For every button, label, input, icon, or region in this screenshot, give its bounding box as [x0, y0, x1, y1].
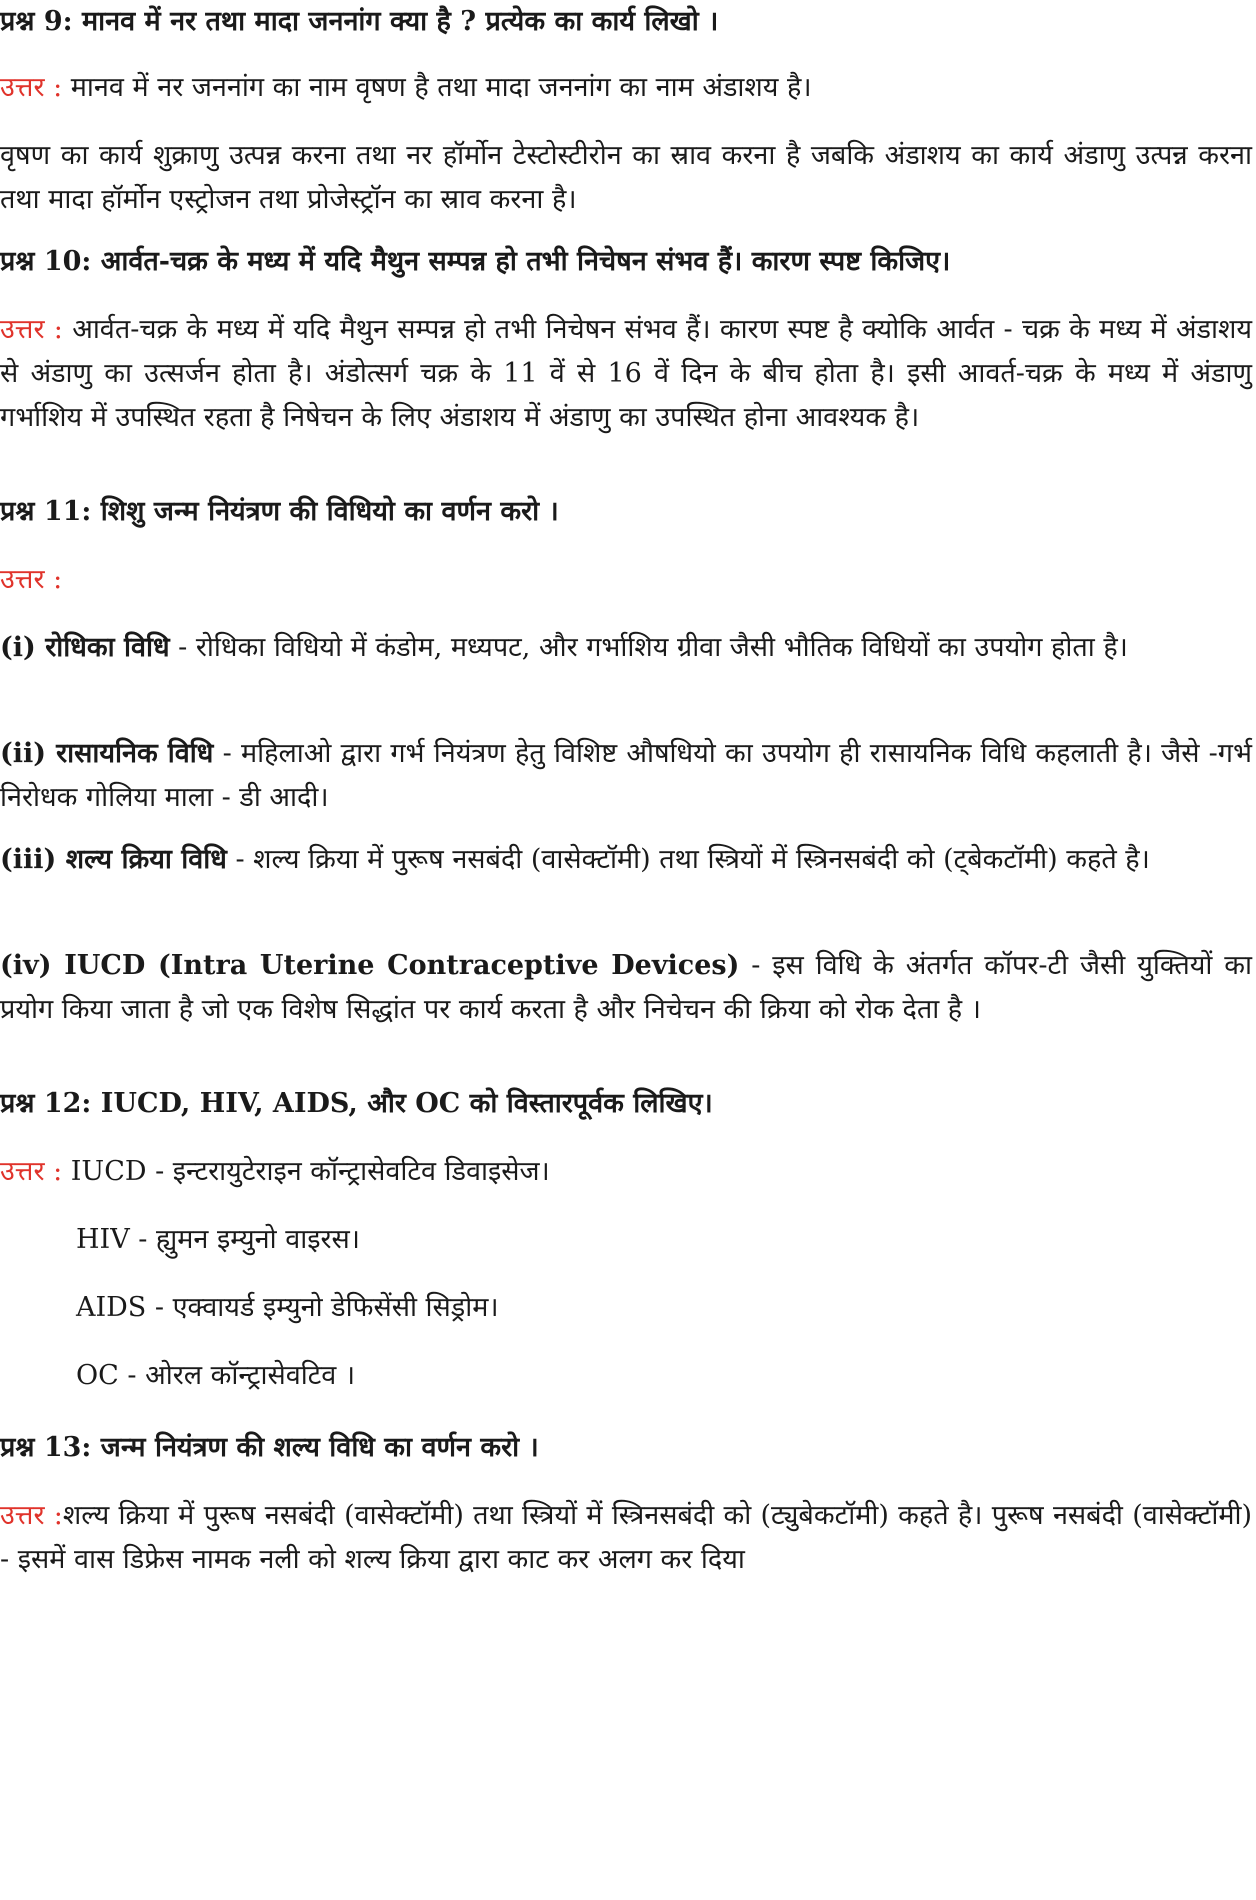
- method-number: (iii): [0, 844, 66, 875]
- answer-13-text: शल्य क्रिया में पुरूष नसबंदी (वासेक्टॉमी) तथा स्त्रियों में स्त्रिनसबंदी को (ट्युबेकटॉमी) कहते है। पुरूष नसबंदी (वासेक्टॉमी) - इसमें वास डिफ्रेस नामक नली को शल्य क्रिया द्वारा काट कर अलग कर दिया: [0, 1500, 1252, 1575]
- method-number: (ii): [0, 738, 57, 769]
- answer-label: उत्तर :: [0, 1156, 63, 1187]
- answer-label: उत्तर :: [0, 564, 63, 595]
- method-text: - महिलाओ द्वारा गर्भ नियंत्रण हेतु विशिष्ट औषधियो का उपयोग ही रासायनिक विधि कहलाती है। जैसे -गर्भ निरोधक गोलिया माला - डी आदी।: [0, 738, 1252, 813]
- answer-9-intro: [0, 66, 1252, 110]
- answer-label: उत्तर :: [0, 1500, 63, 1531]
- question-10: प्रश्न 10: आर्वत-चक्र के मध्य में यदि मैथुन सम्पन्न हो तभी निचेषन संभव हैं। कारण स्पष्ट किजिए।: [0, 246, 951, 277]
- answer-label: उत्तर :: [0, 314, 63, 345]
- method-number: (i): [0, 632, 46, 663]
- question-13: प्रश्न 13: जन्म नियंत्रण की शल्य विधि का वर्णन करो ।: [0, 1432, 539, 1463]
- abbreviation-hiv: HIV - ह्युमन इम्युनो वाइरस।: [76, 1224, 361, 1255]
- answer-label: उत्तर :: [0, 72, 63, 103]
- answer-10: [0, 308, 1252, 440]
- method-number: (iv): [0, 950, 65, 981]
- method-term: रोधिका विधि: [45, 632, 170, 663]
- answer-10-text: आर्वत-चक्र के मध्य में यदि मैथुन सम्पन्न हो तभी निचेषन संभव हैं। कारण स्पष्ट है क्योकि आर्वत - चक्र के मध्य में अंडाशय से अंडाणु का उत्सर्जन होता है। अंडोत्सर्ग चक्र के 11 वें से 16 वें दिन के बीच होता है। इसी आवर्त-चक्र के मध्य में अंडाणु गर्भाशिय में उपस्थित रहता है निषेचन के लिए अंडाशय में अंडाणु का उपस्थित होना आवश्यक है।: [0, 314, 1252, 433]
- method-term: IUCD (Intra Uterine Contraceptive Devices): [64, 950, 740, 981]
- method-term: रासायनिक विधि: [56, 738, 214, 769]
- abbreviation-aids: AIDS - एक्वायर्ड इम्युनो डेफिसेंसी सिड्रोम।: [76, 1292, 499, 1323]
- answer-9-text: मानव में नर जननांग का नाम वृषण है तथा मादा जननांग का नाम अंडाशय है।: [62, 72, 812, 103]
- abbreviation-oc: OC - ओरल कॉन्ट्रासेवटिव ।: [76, 1360, 356, 1391]
- question-9: प्रश्न 9: मानव में नर तथा मादा जननांग क्या है ? प्रत्येक का कार्य लिखो ।: [0, 6, 719, 37]
- question-11: प्रश्न 11: शिशु जन्म नियंत्रण की विधियो का वर्णन करो ।: [0, 496, 559, 527]
- method-3: [0, 838, 1252, 882]
- method-text: - शल्य क्रिया में पुरूष नसबंदी (वासेक्टॉमी) तथा स्त्रियों में स्त्रिनसबंदी को (ट्बेकटॉमी) कहते है।: [226, 844, 1150, 875]
- question-12: प्रश्न 12: IUCD, HIV, AIDS, और OC को विस्तारपूर्वक लिखिए।: [0, 1088, 713, 1119]
- method-text: - इस विधि के अंतर्गत कॉपर-टी जैसी युक्तियों का प्रयोग किया जाता है जो एक विशेष सिद्धांत पर कार्य करता है और निचेचन की क्रिया को रोक देता है ।: [0, 950, 1252, 1025]
- method-text: - रोधिका विधियो में कंडोम, मध्यपट, और गर्भाशिय ग्रीवा जैसी भौतिक विधियों का उपयोग होता है।: [169, 632, 1128, 663]
- answer-11-label-line: [0, 558, 1252, 602]
- answer-12-iucd: [0, 1150, 1252, 1194]
- method-4: [0, 944, 1252, 1032]
- answer-9-detail: वृषण का कार्य शुक्राणु उत्पन्न करना तथा नर हॉर्मोन टेस्टोस्टीरोन का स्राव करना है जबकि अंडाशय का कार्य अंडाणु उत्पन्न करना तथा मादा हॉर्मोन एस्ट्रोजन तथा प्रोजेस्ट्रॉन का स्राव करना है।: [0, 140, 1252, 215]
- method-1: [0, 626, 1252, 670]
- method-term: शल्य क्रिया विधि: [65, 844, 227, 875]
- abbreviation-iucd: IUCD - इन्टरायुटेराइन कॉन्ट्रासेवटिव डिवाइसेज।: [62, 1156, 550, 1187]
- method-2: [0, 732, 1252, 820]
- answer-13: [0, 1494, 1252, 1582]
